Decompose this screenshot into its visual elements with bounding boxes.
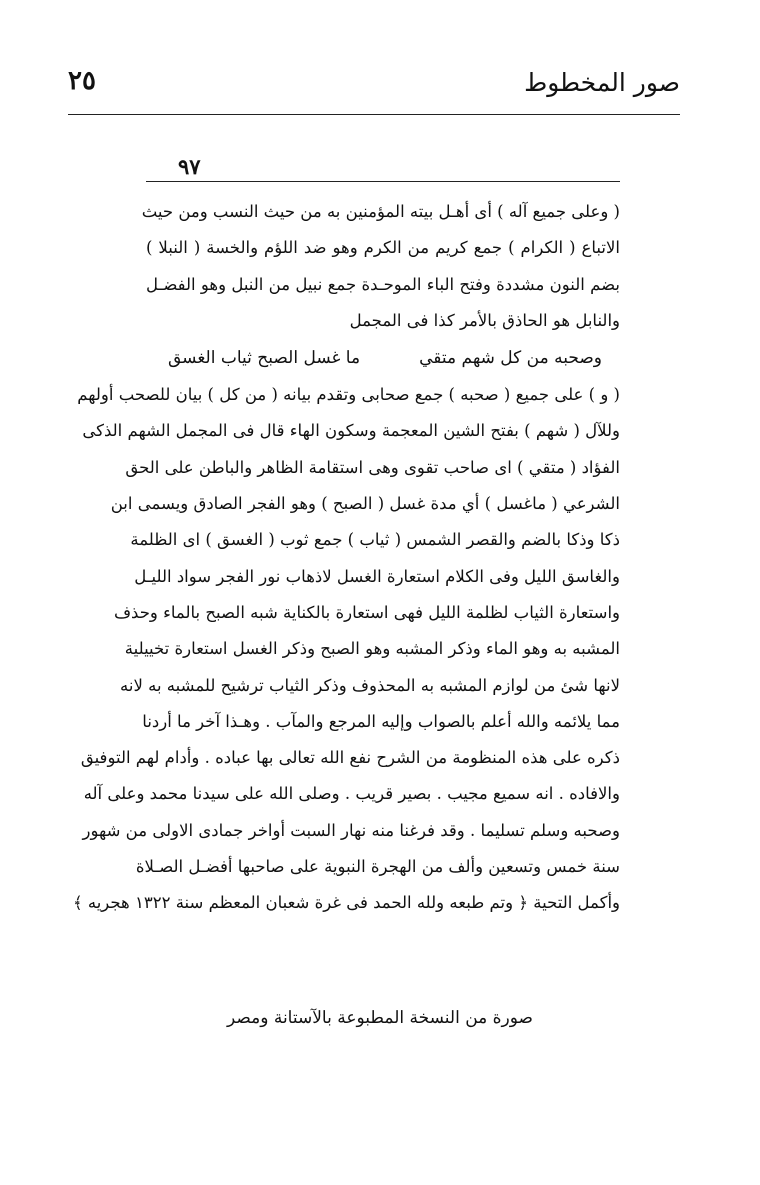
scan-line: لانها شئ من لوازم المشبه به المحذوف وذكر الثياب ترشيح للمشبه به لانه [120, 675, 620, 695]
scan-text-block [72, 194, 620, 922]
scan-line: وأكمل التحية ﴿ وتم طبعه ولله الحمد فى غرة شعبان المعظم سنة ١٣٢٢ هجريه ﴾ [72, 893, 620, 913]
scan-line: سنة خمس وتسعين وألف من الهجرة النبوية على صاحبها أفضـل الصـلاة [135, 857, 620, 877]
scan-line: وصحبه وسلم تسليما . وقد فرغنا منه نهار السبت أواخر جمادى الاولى من شهور [82, 820, 620, 840]
scan-line: واستعارة الثياب لظلمة الليل فهى استعارة بالكناية شبه الصبح بالماء وحذف [113, 602, 620, 622]
running-title: صور المخطوط [524, 68, 680, 97]
scan-line: بضم النون مشددة وفتح الباء الموحـدة جمع نبيل من النبل وهو الفضـل [146, 274, 620, 294]
scan-line: ( وعلى جميع آله ) أى أهـل بيته المؤمنين به من حيث النسب ومن حيث [141, 202, 620, 221]
scan-line: الفؤاد ( متقي ) اى صاحب تقوى وهى استقامة الظاهر والباطن على الحق [125, 457, 620, 477]
scan-line: ذكا وذكا بالضم والقصر الشمس ( ثياب ) جمع ثوب ( الغسق ) اى الظلمة [130, 530, 620, 550]
verse-hemistich-second: ما غسل الصبح ثياب الغسق [168, 348, 361, 369]
scan-line: ( و ) على جميع ( صحبه ) جمع صحابى وتقدم بيانه ( من كل ) بيان للصحب أولهم [77, 385, 620, 405]
scan-line: الاتباع ( الكرام ) جمع كريم من الكرم وهو ضد اللؤم والخسة ( النبلا ) [146, 238, 620, 258]
scan-line: مما يلائمه والله أعلم بالصواب وإليه المرجع والمآب . وهـذا آخر ما أردنا [142, 711, 620, 731]
figure-caption: صورة من النسخة المطبوعة بالآستانة ومصر [227, 1008, 533, 1028]
page-header [68, 62, 680, 115]
manuscript-scan [72, 150, 620, 985]
scan-line: المشبه به وهو الماء وذكر المشبه وهو الصبح وذكر الغسل استعارة تخييلية [124, 639, 620, 659]
folio-rule [146, 181, 620, 182]
folio-number: ٩٧ [178, 154, 201, 179]
verse-line [146, 339, 620, 377]
scan-line: ذكره على هذه المنظومة من الشرح نفع الله تعالى بها عباده . وأدام لهم التوفيق [80, 748, 620, 768]
scan-line: وللآل ( شهم ) بفتح الشين المعجمة وسكون الهاء قال فى المجمل الشهم الذكى [82, 421, 620, 441]
verse-hemistich-first: وصحبه من كل شهم متقي [419, 348, 602, 369]
scan-line: الشرعي ( ماغسل ) أي مدة غسل ( الصبح ) وهو الفجر الصادق ويسمى ابن [110, 494, 620, 514]
page-number: ٢٥ [68, 66, 96, 96]
scan-line: والنابل هو الحاذق بالأمر كذا فى المجمل [349, 310, 620, 330]
scan-line: والغاسق الليل وفى الكلام استعارة الغسل لاذهاب نور الفجر سواد الليـل [134, 566, 620, 586]
scan-line: والافاده . انه سميع مجيب . بصير قريب . وصلى الله على سيدنا محمد وعلى آله [83, 784, 620, 804]
